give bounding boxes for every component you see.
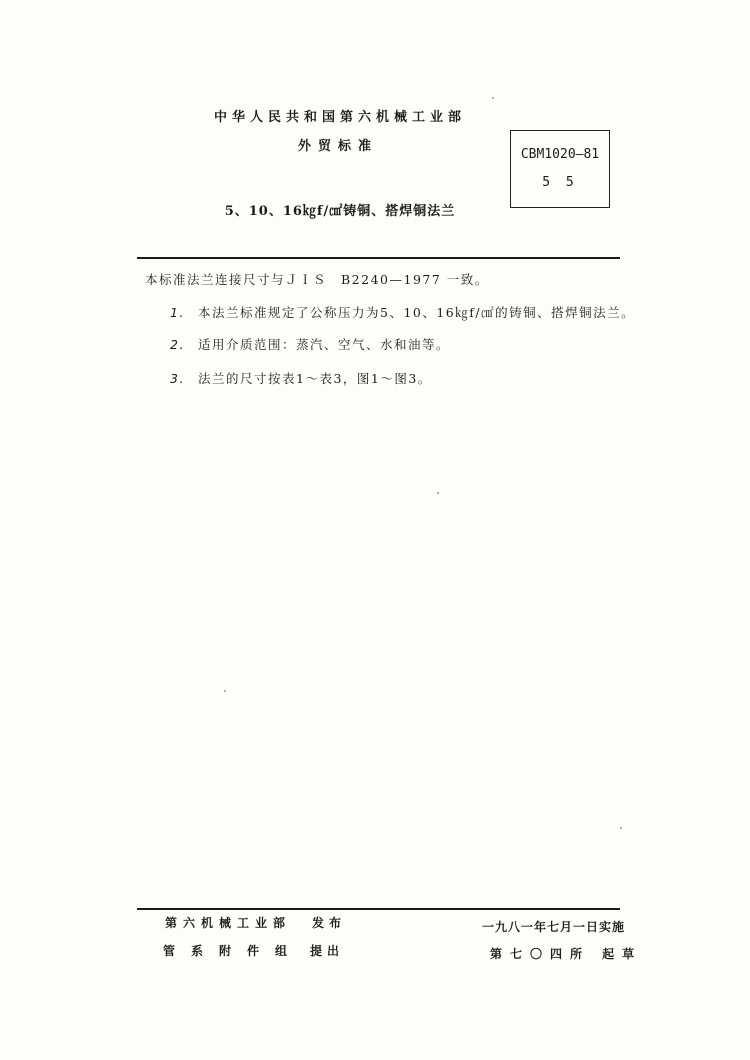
clause-text: 适用介质范围：蒸汽、空气、水和油等。 bbox=[198, 337, 451, 352]
header-divider bbox=[137, 257, 620, 259]
footer-issuer: 第六机械工业部 bbox=[165, 916, 292, 930]
standard-category: 外贸标准 bbox=[297, 139, 378, 154]
document-title: 5、10、16㎏f/㎠铸铜、搭焊铜法兰 bbox=[224, 204, 456, 219]
scan-speck bbox=[620, 827, 622, 829]
ministry-name: 中华人民共和国第六机械工业部 bbox=[213, 110, 466, 125]
footer-proposer: 管系附件组 bbox=[163, 944, 304, 958]
standard-code-box bbox=[510, 130, 610, 208]
scan-speck bbox=[224, 690, 226, 692]
page-number: 5 5 bbox=[542, 175, 578, 190]
footer-implementation-date: 一九八一年七月一日实施 bbox=[482, 920, 626, 934]
clause-number: 2. bbox=[170, 337, 185, 352]
clause-1 bbox=[170, 303, 635, 321]
clause-3 bbox=[170, 369, 432, 387]
clause-2 bbox=[170, 335, 450, 353]
footer-drafter: 第七〇四所 起草 bbox=[490, 947, 643, 961]
footer-divider bbox=[137, 908, 620, 910]
footer-issue-word: 发布 bbox=[312, 916, 347, 930]
clause-number: 1. bbox=[170, 305, 185, 320]
clause-text: 本法兰标准规定了公称压力为5、10、16㎏f/㎠的铸铜、搭焊铜法兰。 bbox=[198, 305, 636, 320]
intro-paragraph: 本标准法兰连接尺寸与ＪＩＳ B2240—1977 一致。 bbox=[145, 272, 489, 287]
clause-text: 法兰的尺寸按表1～表3，图1～图3。 bbox=[198, 371, 432, 386]
footer-propose-word: 提出 bbox=[310, 944, 345, 958]
scan-speck bbox=[437, 492, 439, 494]
standard-code: CBM1020—81 bbox=[520, 147, 600, 162]
scan-speck bbox=[492, 97, 494, 99]
clause-number: 3. bbox=[170, 371, 185, 386]
